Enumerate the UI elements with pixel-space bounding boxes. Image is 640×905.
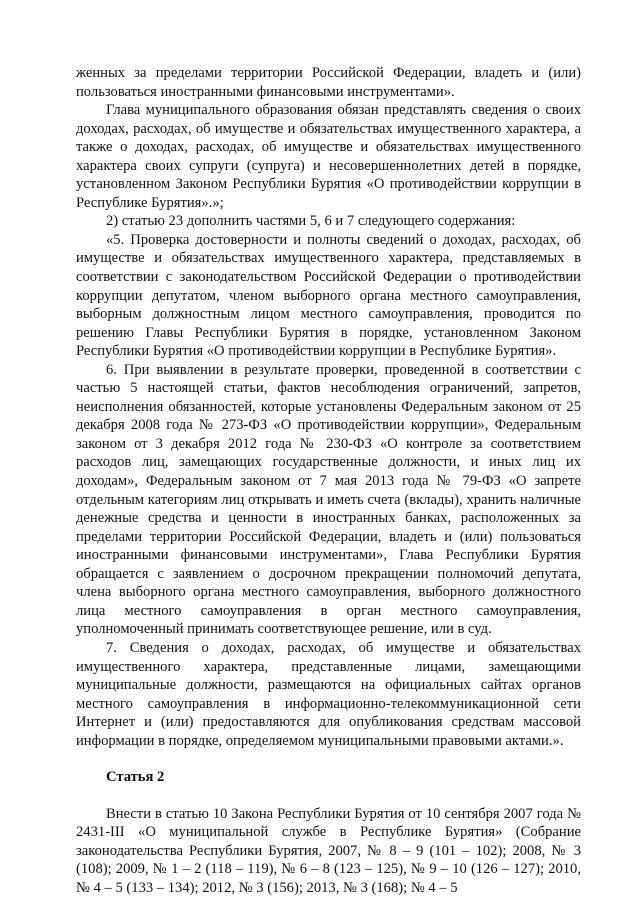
paragraph: 6. При выявлении в результате проверки, проведенной в соответствии с частью 5 настоящей статьи, фактов несоблюдения ограничений, запретов, неисполнения обязанностей, которые установлены Федеральным законом от 25 декабря 2008 года № 273-ФЗ «О противодействии коррупции», Федеральным законом от 3 декабря 2012 года № 230-ФЗ «О контроле за соответствием расходов лиц, замещающих государственные должности, и иных лиц их доходам», Федеральным законом от 7 мая 2013 года № 79-ФЗ «О запрете отдельным категориям лиц открывать и иметь счета (вклады), хранить наличные денежные средства и ценности в иностранных банках, расположенных за пределами территории Российской Федерации, владеть и (или) пользоваться иностранными финансовыми инструментами», Глава Республики Бурятия обращается с заявлением о досрочном прекращении полномочий депутата, члена выборного органа местного самоуправления, выборного должностного лица местного самоуправления в орган местного самоуправления, уполномоченный принимать соответствующее решение, или в суд. bbox=[76, 361, 581, 638]
document-body bbox=[76, 64, 581, 898]
paragraph: 2) статью 23 дополнить частями 5, 6 и 7 следующего содержания: bbox=[106, 213, 516, 230]
section-spacer bbox=[76, 787, 581, 805]
paragraph: «5. Проверка достоверности и полноты сведений о доходах, расходах, об имуществе и обязательствах имущественного характера, представляемых в соответствии с законодательством Российской Федерации о противодействии коррупции депутатом, членом выборного органа местного самоуправления, выборным должностным лицом местного самоуправления, проводится по решению Главы Республики Бурятия в порядке, установленном Законом Республики Бурятия «О противодействии коррупции в Республике Бурятия». bbox=[76, 231, 581, 360]
paragraph: женных за пределами территории Российской Федерации, владеть и (или) пользоваться иностранными финансовыми инструментами». bbox=[76, 65, 581, 100]
paragraph: Внести в статью 10 Закона Республики Бурятия от 10 сентября 2007 года № 2431-III «О муниципальной службе в Республике Бурятия» (Собрание законодательства Республики Бурятия, 2007, № 8 – 9 (101 – 102); 2008, № 3 (108); 2009, № 1 – 2 (118 – 119), № 6 – 8 (123 – 125), № 9 – 10 (126 – 127); 2010, № 4 – 5 (133 – 134); 2012, № 3 (156); 2013, № 3 (168); № 4 – 5 bbox=[76, 805, 581, 896]
paragraph: 7. Сведения о доходах, расходах, об имуществе и обязательствах имущественного характера, представленные лицами, замещающими муниципальные должности, размещаются на официальных сайтах органов местного самоуправления в информационно-телекоммуникационной сети Интернет и (или) предоставляются для опубликования средствам массовой информации в порядке, определяемом муниципальными правовыми актами.». bbox=[76, 639, 581, 749]
paragraph: Глава муниципального образования обязан представлять сведения о своих доходах, расходах, об имуществе и обязательствах имущественного характера, а также о доходах, расходах, об имуществе и обязательствах имущественного характера своих супруги (супруга) и несовершеннолетних детей в порядке, установленном Законом Республики Бурятия «О противодействии коррупции в Республике Бурятия».»; bbox=[76, 102, 581, 211]
article-heading: Статья 2 bbox=[106, 769, 165, 786]
